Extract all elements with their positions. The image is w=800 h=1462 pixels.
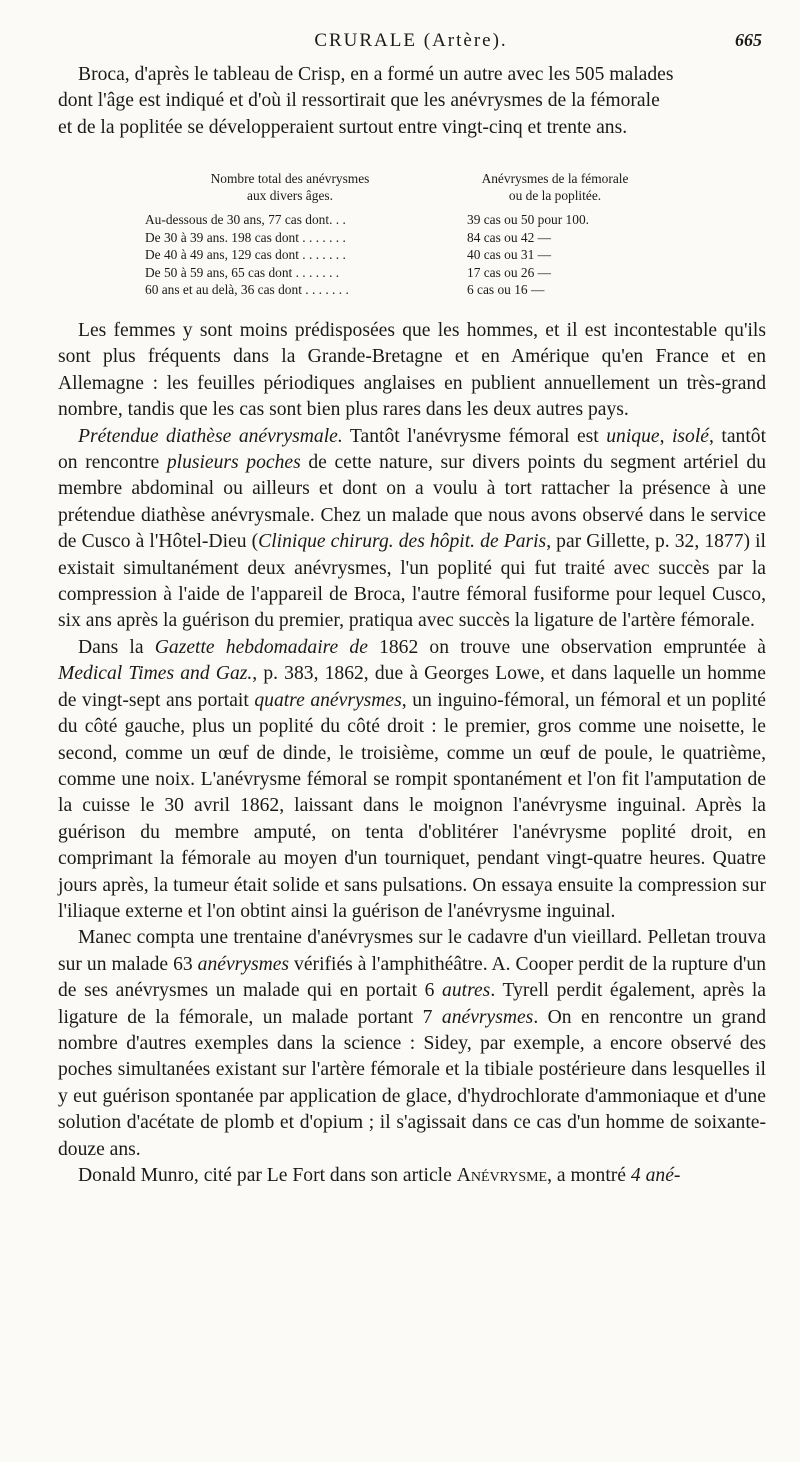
text-run: Manec compta une trentaine d'anévrysmes sur le cadavre d'un vieillard. Pelletan trouva sur un malade 63	[58, 927, 766, 975]
paragraph-gazette	[58, 635, 766, 925]
table-row	[145, 229, 665, 247]
table-cell-femoral: 6 cas ou 16 —	[467, 282, 545, 297]
table-cell-femoral: 84 cas ou 42 —	[467, 229, 552, 245]
table-cell-femoral: 17 cas ou 26 —	[467, 264, 552, 280]
table-header-right	[455, 170, 655, 204]
emphasis: autres	[442, 980, 491, 1002]
intro-line: et de la poplitée se développeraient surtout entre vingt-cinq et trente ans.	[58, 116, 628, 138]
table-row	[145, 281, 665, 299]
text-run: ,	[659, 425, 672, 447]
table-row	[145, 264, 665, 282]
text-run: de cette nature, sur divers points du segment artériel du membre abdominal ou ailleurs et dont on a voulu à tort rattacher la présence à une prétendue diathèse anévrysmale. Chez un malade que nous avons observé dans le service de Cusco à l'Hôtel-Dieu (	[58, 452, 766, 553]
emphasis: plusieurs poches	[166, 452, 301, 474]
table-header-left	[145, 170, 435, 204]
citation-title: Clinique chirurg. des hôpit. de Paris	[258, 531, 547, 553]
table-row	[145, 211, 665, 229]
emphasis: anévrysmes	[441, 1006, 534, 1028]
citation-title: Medical Times and Gaz.	[58, 663, 253, 685]
paragraph-manec	[58, 925, 766, 1163]
table-row	[145, 246, 665, 264]
table-header-right-line: Anévrysmes de la fémorale	[481, 171, 629, 186]
text-run: , un inguino-fémoral, un fémoral et un poplité du côté gauche, plus un poplité du côté droit : le premier, gros comme une noisette, le second, comme un œuf de dinde, le troisième, comme un œuf de poule, le quatrième, comme une noix. L'anévrysme fémoral se rompit spontanément et l'on fit l'amputation de la cuisse le 30 avril 1862, laissant dans le moignon l'anévrysme inguinal. Après la guérison du membre amputé, on tenta d'oblitérer l'anévrysme poplité droit, en comprimant la fémorale au moyen d'un tourniquet, pendant vingt-quatre heures. Quatre jours après, la tumeur était solide et sans pulsations. On essaya ensuite la compression sur l'iliaque externe et l'on obtint ainsi la guérison de l'anévrysme inguinal.	[58, 689, 766, 922]
emphasis: anévrysmes	[197, 953, 290, 975]
table-cell-age: 60 ans et au delà, 36 cas dont . . . . . . .	[145, 282, 349, 297]
text-run: , a montré	[547, 1165, 631, 1186]
table-cell-femoral: 40 cas ou 31 —	[467, 247, 552, 262]
citation-title: Gazette hebdomadaire de	[154, 636, 368, 658]
running-head	[60, 30, 762, 58]
emphasis: 4 ané-	[630, 1165, 681, 1186]
intro-line: Broca, d'après le tableau de Crisp, en a formé un autre avec les 505 malades	[78, 64, 674, 85]
text-run: , tantôt on rencontre	[58, 425, 767, 474]
table-cell-age: De 50 à 59 ans, 65 cas dont . . . . . . .	[145, 264, 340, 280]
text-run: , p. 383, 1862, due à Georges Lowe, et dans laquelle un homme de vingt-sept ans portait	[58, 663, 766, 711]
table-cell-age: Au-dessous de 30 ans, 77 cas dont. . .	[145, 212, 346, 227]
page-number: 665	[735, 30, 762, 50]
text-run: 1862 on trouve une observation empruntée à	[367, 636, 767, 658]
text-run: , par Gillette, p. 32, 1877) il existait simultanément deux anévrysmes, l'un poplité qui fut traité avec succès par la compression à l'aide de l'appareil de Broca, l'autre fémoral fusiforme pour lequel Cusco, six ans après la guérison du premier, pratiqua avec succès la ligature de l'artère fémorale.	[58, 531, 766, 632]
text-run: vérifiés à l'amphithéâtre. A. Cooper perdit de la rupture d'un de ses anévrysmes un malade qui en portait 6	[58, 953, 766, 1002]
text-run: . Tyrell perdit également, après la ligature de la fémorale, un malade portant 7	[58, 980, 766, 1028]
paragraph-munro	[58, 1163, 766, 1189]
intro-paragraph	[58, 62, 766, 141]
table-cell-femoral: 39 cas ou 50 pour 100.	[467, 212, 589, 227]
table-header	[145, 170, 665, 204]
paragraph-diathese	[58, 424, 766, 635]
table-header-left-line: aux divers âges.	[247, 188, 333, 203]
text-run: Donald Munro, cité par Le Fort dans son article	[78, 1165, 457, 1186]
paragraph-women: Les femmes y sont moins prédisposées que les hommes, et il est incontestable qu'ils sont plus fréquents dans la Grande-Bretagne et en Amérique qu'en France et en Allemagne : les feuilles périodiques anglaises en publient annuellement un très-grand nombre, tandis que les cas sont bien plus rares dans les deux autres pays.	[58, 320, 766, 421]
intro-line: dont l'âge est indiqué et d'où il ressortirait que les anévrysmes de la fémorale	[58, 90, 660, 112]
text-run: . On en rencontre un grand nombre d'autres exemples dans la science : Sidey, par exemple, a encore observé des poches simultanées existant sur l'artère fémorale et la tibiale postérieure dans lesquelles il y eut guérison spontanée par application de glace, d'hydrochlorate d'ammoniaque et d'une solution d'acétate de plomb et d'opium ; il s'agissait dans ce cas d'un homme de soixante-douze ans.	[58, 1006, 766, 1160]
text-run: Tantôt l'anévrysme fémoral est	[342, 425, 607, 447]
table-cell-age: De 30 à 39 ans. 198 cas dont . . . . . . .	[145, 229, 346, 245]
emphasis: isolé	[671, 425, 709, 447]
emphasis: quatre anévrysmes	[254, 689, 402, 711]
text-run: Dans la	[78, 636, 155, 658]
table-header-right-line: ou de la poplitée.	[508, 188, 602, 203]
page-title: CRURALE (Artère).	[314, 30, 508, 51]
main-text	[58, 318, 766, 1189]
section-heading: Prétendue diathèse anévrysmale.	[78, 425, 343, 447]
age-table	[145, 170, 665, 299]
emphasis: unique	[606, 425, 660, 447]
article-reference: Anévrysme	[456, 1165, 548, 1186]
table-cell-age: De 40 à 49 ans, 129 cas dont . . . . . . .	[145, 247, 346, 262]
table-header-left-line: Nombre total des anévrysmes	[210, 171, 370, 186]
